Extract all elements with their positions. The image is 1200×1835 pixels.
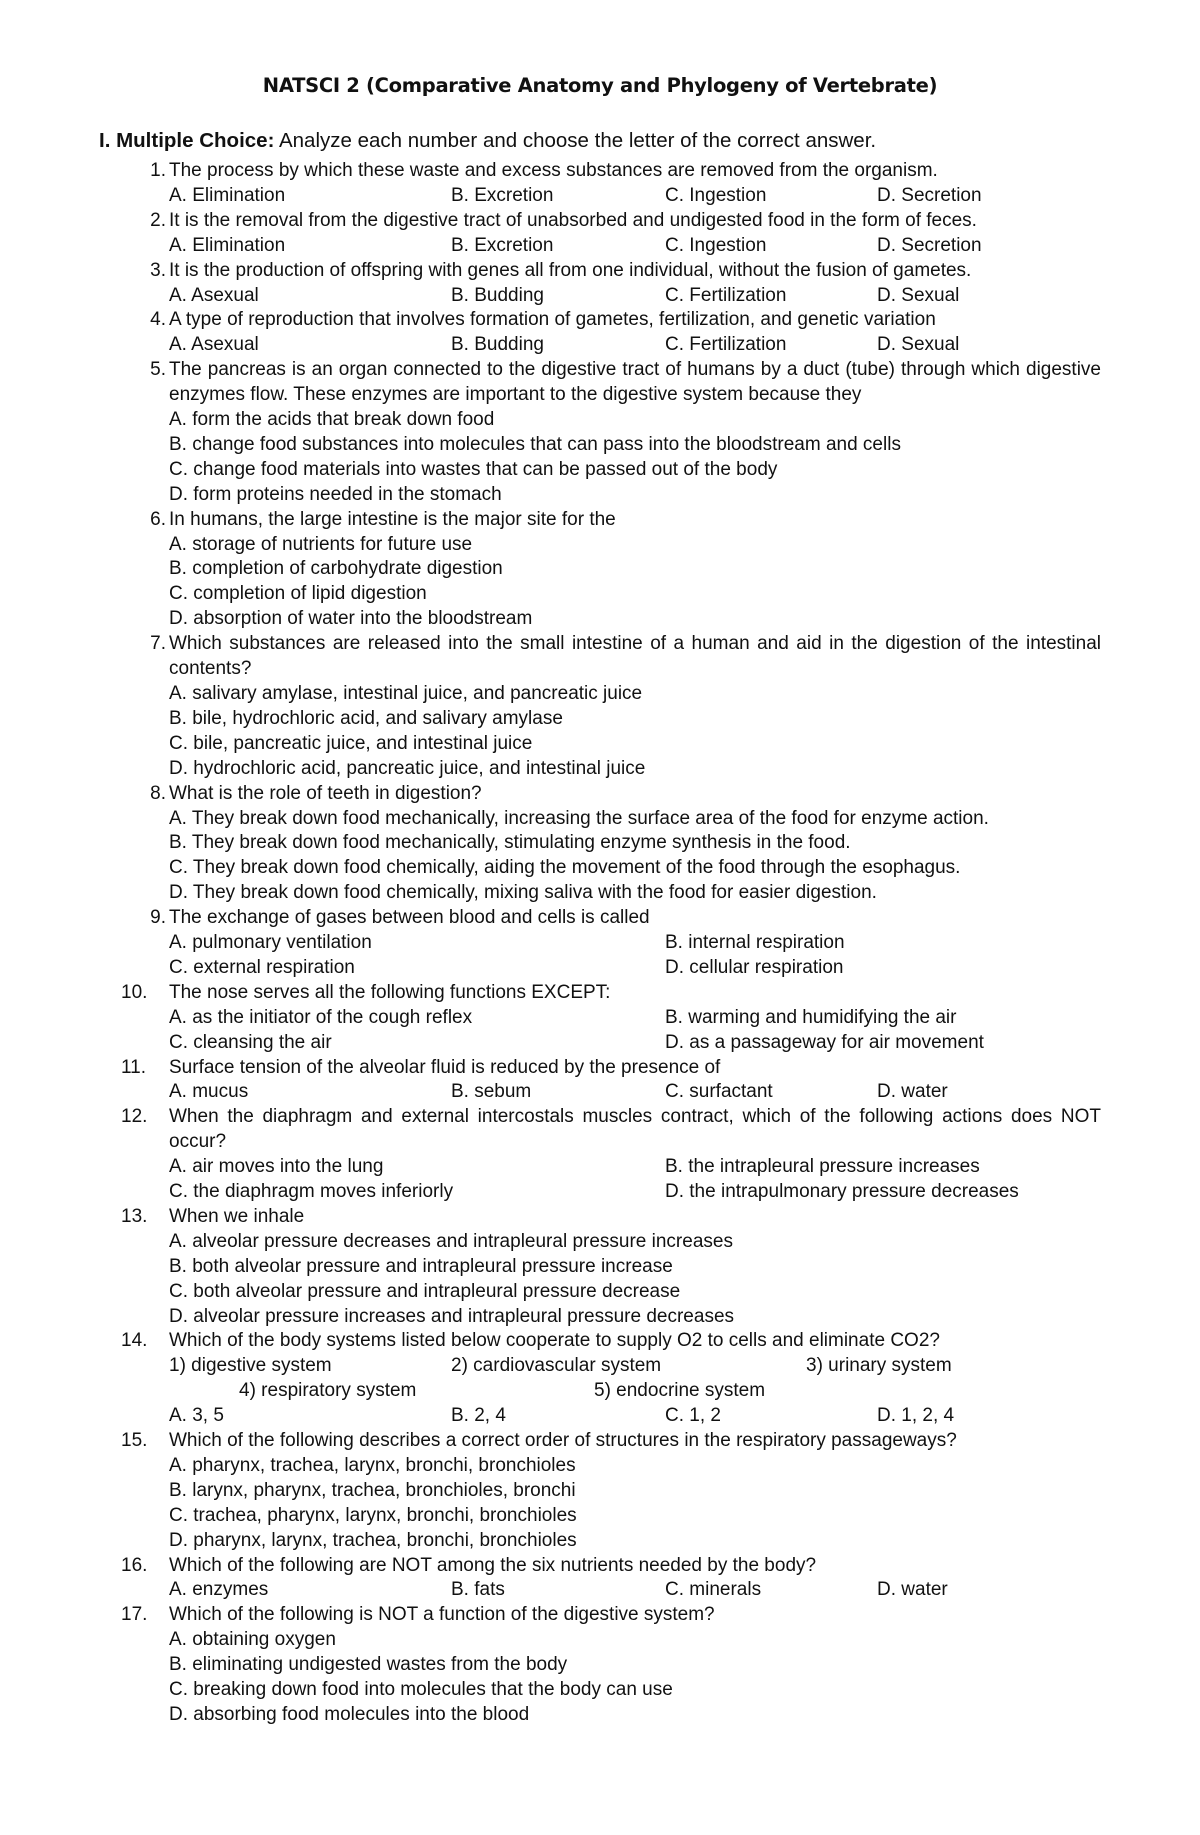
- options-list: [169, 1230, 1200, 1330]
- answer-option: D. hydrochloric acid, pancreatic juice, and intestinal juice: [169, 757, 646, 779]
- options-row: [0, 1031, 1200, 1056]
- question-text: 10. The nose serves all the following functions EXCEPT:: [169, 981, 1101, 1006]
- question-number: 3.: [150, 259, 166, 281]
- question-text: 14. Which of the body systems listed below cooperate to supply O2 to cells and eliminate CO2?: [169, 1329, 1101, 1354]
- system-item: 3) urinary system: [806, 1355, 952, 1377]
- question-item: [0, 1205, 1200, 1330]
- options-list: [169, 1628, 1200, 1728]
- answer-option: D. as a passageway for air movement: [665, 1031, 984, 1053]
- question-item: [0, 981, 1200, 1056]
- question-number: 2.: [150, 209, 166, 231]
- section-label: I. Multiple Choice:: [99, 129, 275, 152]
- answer-option: A. form the acids that break down food: [169, 409, 495, 430]
- answer-option: D. absorbing food molecules into the blood: [169, 1703, 530, 1725]
- answer-option: D. 1, 2, 4: [877, 1405, 955, 1427]
- answer-option: C. breaking down food into molecules that the body can use: [169, 1679, 673, 1701]
- answer-option: B. warming and humidifying the air: [665, 1006, 957, 1028]
- question-text: 7. Which substances are released into the small intestine of a human and aid in the digestion of the intestinal contents?: [169, 632, 1101, 682]
- answer-option: B. larynx, pharynx, trachea, bronchioles, bronchi: [169, 1479, 576, 1501]
- question-item: [0, 906, 1200, 981]
- answer-option: D. absorption of water into the bloodstream: [169, 608, 533, 630]
- question-item: [0, 632, 1200, 781]
- answer-option: C. change food materials into wastes that can be passed out of the body: [169, 458, 778, 480]
- question-number: 6.: [150, 508, 166, 530]
- answer-option: B. They break down food mechanically, stimulating enzyme synthesis in the food.: [169, 832, 851, 854]
- options-row: [0, 284, 1200, 309]
- system-item: 5) endocrine system: [594, 1380, 766, 1402]
- answer-option: A. enzymes: [169, 1579, 269, 1601]
- answer-option: A. They break down food mechanically, increasing the surface area of the food for enzyme action.: [169, 807, 989, 829]
- answer-option: D. Sexual: [877, 284, 960, 306]
- question-text: 1. The process by which these waste and excess substances are removed from the organism.: [169, 159, 1101, 184]
- answer-option: D. They break down food chemically, mixing saliva with the food for easier digestion.: [169, 882, 877, 904]
- section-heading: [99, 129, 876, 153]
- question-number: 16.: [121, 1554, 148, 1576]
- question-text: 4. A type of reproduction that involves formation of gametes, fertilization, and genetic variation: [169, 308, 1101, 333]
- answer-option: C. the diaphragm moves inferiorly: [169, 1181, 454, 1202]
- question-text: 15. Which of the following describes a correct order of structures in the respiratory passageways?: [169, 1429, 1101, 1454]
- options-row: [0, 234, 1200, 259]
- question-number: 13.: [121, 1205, 148, 1227]
- question-text: 16. Which of the following are NOT among the six nutrients needed by the body?: [169, 1554, 1101, 1579]
- question-item: [0, 782, 1200, 907]
- question-item: [0, 508, 1200, 633]
- options-list: [169, 807, 1200, 907]
- question-text: 6. In humans, the large intestine is the major site for the: [169, 508, 1101, 533]
- question-item: [0, 159, 1200, 209]
- question-item: [0, 358, 1200, 507]
- question-number: 11.: [121, 1056, 147, 1078]
- question-number: 14.: [121, 1330, 148, 1352]
- question-number: 5.: [150, 359, 166, 381]
- question-item: [0, 1056, 1200, 1106]
- answer-option: B. the intrapleural pressure increases: [665, 1156, 980, 1178]
- answer-option: A. Asexual: [169, 334, 259, 356]
- answer-option: A. as the initiator of the cough reflex: [169, 1006, 473, 1028]
- question-text: 2. It is the removal from the digestive tract of unabsorbed and undigested food in the form of feces.: [169, 209, 1101, 234]
- answer-option: B. change food substances into molecules that can pass into the bloodstream and cells: [169, 433, 901, 455]
- question-item: [0, 1554, 1200, 1604]
- answer-option: A. 3, 5: [169, 1405, 224, 1427]
- answer-option: C. 1, 2: [665, 1405, 721, 1427]
- question-text: 11. Surface tension of the alveolar fluid is reduced by the presence of: [169, 1056, 1101, 1081]
- answer-option: C. completion of lipid digestion: [169, 583, 427, 605]
- answer-option: B. internal respiration: [665, 932, 845, 954]
- section-instruction: Analyze each number and choose the letter of the correct answer.: [274, 129, 877, 152]
- question-number: 17.: [121, 1604, 148, 1626]
- document-title: NATSCI 2 (Comparative Anatomy and Phylogeny of Vertebrate): [262, 74, 938, 97]
- question-text: 17. Which of the following is NOT a function of the digestive system?: [169, 1603, 1101, 1628]
- options-list: [169, 1454, 1200, 1554]
- answer-option: D. water: [877, 1579, 948, 1601]
- question-number: 10.: [121, 981, 148, 1003]
- answer-option: A. storage of nutrients for future use: [169, 533, 473, 555]
- answer-option: A. Elimination: [169, 184, 286, 206]
- options-list: [169, 533, 1200, 633]
- answer-option: C. cleansing the air: [169, 1031, 332, 1053]
- question-text: 12. When the diaphragm and external intercostals muscles contract, which of the following actions does NOT occur?: [121, 1106, 1101, 1153]
- answer-option: C. surfactant: [665, 1081, 773, 1103]
- answer-option: D. cellular respiration: [665, 956, 844, 978]
- answer-option: D. Secretion: [877, 184, 982, 206]
- answer-option: C. trachea, pharynx, larynx, bronchi, bronchioles: [169, 1504, 577, 1526]
- answer-option: B. 2, 4: [451, 1405, 506, 1427]
- question-item: [0, 1105, 1200, 1205]
- answer-option: A. mucus: [169, 1081, 249, 1103]
- system-item: 2) cardiovascular system: [451, 1355, 662, 1377]
- answer-option: A. salivary amylase, intestinal juice, and pancreatic juice: [169, 682, 643, 704]
- options-row: [0, 956, 1200, 981]
- question-number: 8.: [150, 782, 166, 804]
- question-text: 9. The exchange of gases between blood and cells is called: [169, 906, 1101, 931]
- question-number: 4.: [150, 309, 166, 331]
- answer-option: A. alveolar pressure decreases and intrapleural pressure increases: [169, 1230, 733, 1252]
- system-item: 1) digestive system: [169, 1355, 332, 1377]
- options-row: [0, 1404, 1200, 1429]
- systems-row: [0, 1379, 1200, 1404]
- answer-option: C. They break down food chemically, aiding the movement of the food through the esophagus.: [169, 857, 961, 879]
- question-text: 3. It is the production of offspring with genes all from one individual, without the fusion of gametes.: [169, 259, 1101, 284]
- options-row: [0, 1080, 1200, 1105]
- answer-option: B. eliminating undigested wastes from the body: [169, 1654, 568, 1676]
- answer-option: C. Fertilization: [665, 284, 787, 306]
- options-row: [0, 1006, 1200, 1031]
- question-number: 1.: [150, 160, 166, 181]
- options-row: [0, 931, 1200, 956]
- answer-option: D. pharynx, larynx, trachea, bronchi, bronchioles: [169, 1529, 577, 1551]
- question-item: [0, 308, 1200, 358]
- answer-option: A. pulmonary ventilation: [169, 932, 372, 954]
- answer-option: D. the intrapulmonary pressure decreases: [665, 1181, 1019, 1202]
- options-row: [0, 184, 1200, 209]
- answer-option: A. Elimination: [169, 234, 286, 256]
- answer-option: B. completion of carbohydrate digestion: [169, 558, 503, 580]
- question-text: 5. The pancreas is an organ connected to the digestive tract of humans by a duct (tube) through which digestive enzymes flow. These enzymes are important to the digestive system because they: [169, 358, 1101, 408]
- answer-option: D. form proteins needed in the stomach: [169, 483, 502, 505]
- system-item: 4) respiratory system: [239, 1380, 417, 1402]
- answer-option: C. both alveolar pressure and intrapleural pressure decrease: [169, 1280, 681, 1302]
- answer-option: A. pharynx, trachea, larynx, bronchi, bronchioles: [169, 1454, 576, 1476]
- answer-option: D. alveolar pressure increases and intrapleural pressure decreases: [169, 1305, 735, 1327]
- answer-option: B. Excretion: [451, 234, 554, 256]
- options-list: [169, 408, 1200, 508]
- question-item: [0, 1603, 1200, 1728]
- answer-option: D. water: [877, 1081, 948, 1103]
- answer-option: B. both alveolar pressure and intrapleural pressure increase: [169, 1255, 673, 1277]
- question-list: [0, 159, 1200, 1728]
- answer-option: D. Sexual: [877, 334, 960, 356]
- answer-option: B. fats: [451, 1579, 505, 1601]
- answer-option: A. obtaining oxygen: [169, 1629, 336, 1651]
- answer-option: D. Secretion: [877, 234, 982, 256]
- question-text: 13. When we inhale: [169, 1205, 1101, 1230]
- question-number: 12.: [121, 1106, 148, 1128]
- options-row: [0, 1180, 1200, 1205]
- question-item: [0, 209, 1200, 259]
- answer-option: A. Asexual: [169, 284, 259, 306]
- answer-option: C. Ingestion: [665, 184, 767, 206]
- options-row: [0, 1578, 1200, 1603]
- answer-option: B. Excretion: [451, 184, 554, 206]
- question-item: [0, 1329, 1200, 1429]
- answer-option: A. air moves into the lung: [169, 1156, 384, 1178]
- answer-option: B. bile, hydrochloric acid, and salivary amylase: [169, 707, 563, 729]
- options-list: [169, 682, 1200, 782]
- options-row: [0, 333, 1200, 358]
- answer-option: C. minerals: [665, 1579, 762, 1601]
- question-text: 8. What is the role of teeth in digestion?: [169, 782, 1101, 807]
- question-number: 15.: [121, 1430, 148, 1451]
- answer-option: C. Ingestion: [665, 234, 767, 256]
- answer-option: B. sebum: [451, 1081, 532, 1103]
- answer-option: C. Fertilization: [665, 334, 787, 356]
- answer-option: B. Budding: [451, 334, 544, 356]
- systems-row: [0, 1354, 1200, 1379]
- answer-option: B. Budding: [451, 284, 544, 306]
- question-number: 7.: [150, 633, 166, 655]
- answer-option: C. bile, pancreatic juice, and intestinal juice: [169, 732, 533, 754]
- question-item: [0, 259, 1200, 309]
- options-row: [0, 1155, 1200, 1180]
- answer-option: C. external respiration: [169, 956, 355, 978]
- question-item: [0, 1429, 1200, 1554]
- question-number: 9.: [150, 907, 166, 929]
